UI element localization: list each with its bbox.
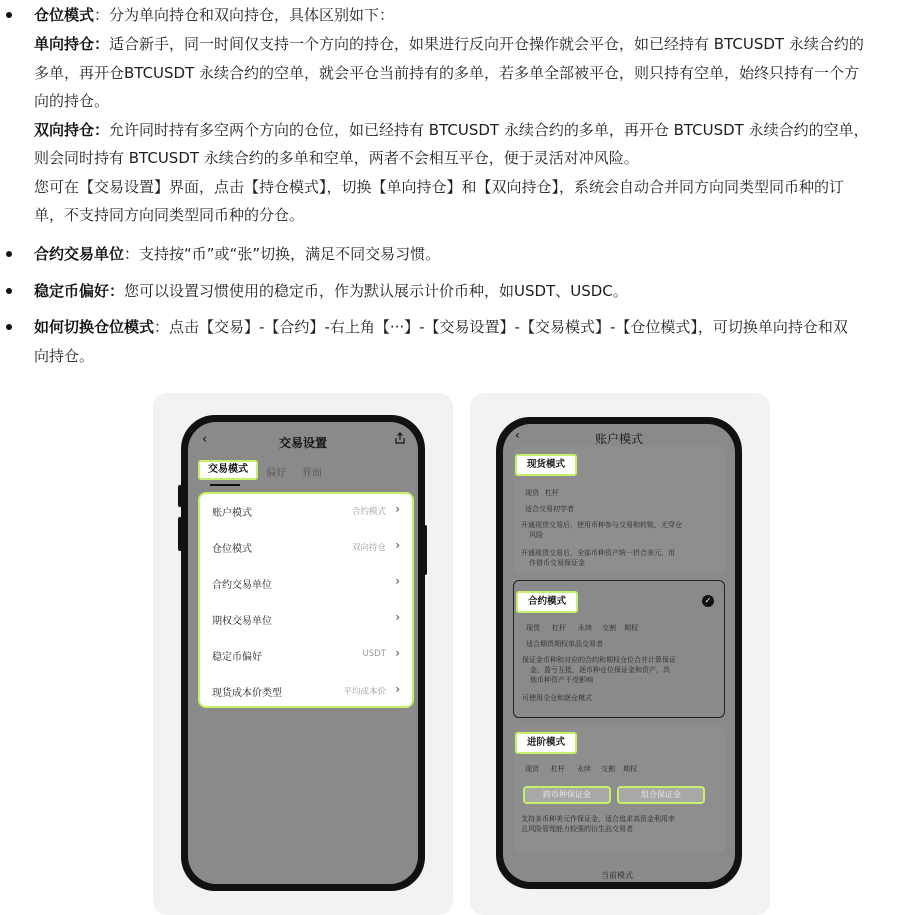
tag: 杠杆	[552, 624, 566, 632]
term-one-way: 单向持仓：	[34, 35, 110, 53]
tag: 现货	[525, 765, 539, 773]
chevron-right-icon: ›	[395, 502, 400, 516]
chevron-right-icon: ›	[395, 646, 400, 660]
one-way-line-2: 多单，再开仓BTCUSDT 永续合约的空单，就会平仓当前持有的多单，若多单全部被平仓，则只持有空单，始终只持有一个方	[34, 63, 860, 82]
chevron-right-icon: ›	[395, 574, 400, 588]
hedge-line-2: 则会同时持有 BTCUSDT 永续合约的多单和空单，两者不会相互平仓，便于灵活对冲风险。	[34, 149, 639, 167]
setting-position-mode[interactable]	[200, 530, 412, 566]
setting-spot-cost-type[interactable]	[200, 674, 412, 710]
bullet-unit	[0, 240, 904, 269]
tag: 现货	[526, 624, 540, 632]
text-unit: ：支持按“币”或“张”切换，满足不同交易习惯。	[124, 245, 441, 263]
tag: 杠杆	[545, 489, 559, 497]
term-hedge: 双向持仓：	[34, 120, 110, 139]
advanced-mode-label: 进阶模式	[515, 732, 577, 754]
panel-bullet: 开通现货交易后，全部币种资产统一折合美元，用	[521, 549, 675, 557]
text-stablecoin: 您可以设置习惯使用的稳定币，作为默认展示计价币种，如USDT、USDC。	[124, 282, 628, 300]
term-switch: 如何切换仓位模式	[34, 318, 155, 336]
term-position-mode: 仓位模式	[34, 6, 95, 24]
one-way-line-3: 向的持仓。	[34, 92, 110, 110]
panel-bullet: 风险	[529, 531, 543, 539]
trading-settings-screen	[188, 422, 418, 884]
futures-mode-label: 合约模式	[516, 591, 578, 613]
setting-stablecoin[interactable]	[200, 638, 412, 674]
setting-label: 稳定币偏好	[212, 652, 262, 663]
tag: 期权	[624, 624, 638, 632]
hedge-line-1: 允许同时持有多空两个方向的仓位，如已经持有 BTCUSDT 永续合约的多单，再开仓 BTCUSDT 永续合约的空单，	[109, 120, 869, 139]
settings-note-line-1: 您可在【交易设置】界面，点击【持仓模式】，切换【单向持仓】和【双向持仓】，系统会自动合并同方向同类型同币种的订	[34, 177, 845, 196]
advanced-mode-panel[interactable]	[513, 726, 725, 852]
screen-title: 账户模式	[594, 432, 643, 446]
phone-frame	[496, 417, 742, 889]
bullet-stablecoin	[0, 277, 904, 306]
tab-trading-mode[interactable]: 交易模式	[198, 460, 258, 480]
share-icon[interactable]	[394, 432, 406, 444]
setting-label: 仓位模式	[212, 544, 252, 555]
tag: 现货	[525, 489, 539, 497]
panel-desc: 适合交易初学者	[525, 505, 574, 513]
setting-account-mode[interactable]	[200, 494, 412, 530]
setting-futures-unit[interactable]	[200, 566, 412, 602]
switch-line-2: 向持仓。	[34, 346, 95, 365]
tag: 交割	[602, 624, 616, 632]
phone-frame	[181, 415, 425, 891]
tab-underline	[210, 484, 240, 486]
panel-bullet: 他币种资产不受影响	[530, 676, 593, 684]
futures-mode-panel[interactable]	[513, 580, 725, 718]
tag: 永续	[577, 765, 591, 773]
panel-bullet: 金，盈亏互抵，逐币种仓位保证金和资产，具	[530, 666, 670, 674]
one-way-line-1: 适合新手，同一时间仅支持一个方向的持仓，如果进行反向开仓操作就会平仓，如已经持有 BTCUSDT 永续合约的	[109, 35, 864, 53]
term-unit: 合约交易单位	[34, 245, 125, 263]
chevron-left-icon[interactable]: ‹	[202, 432, 208, 447]
setting-label: 合约交易单位	[212, 580, 272, 591]
left-screenshot-card	[153, 393, 453, 915]
bullet-dot	[6, 324, 12, 330]
setting-value: 双向持仓	[351, 543, 386, 553]
setting-label: 现货成本价类型	[212, 688, 282, 699]
portfolio-margin-button[interactable]: 组合保证金	[617, 786, 705, 804]
settings-list	[198, 492, 414, 708]
tag: 永续	[578, 624, 592, 632]
setting-value: 平均成本价	[343, 687, 386, 697]
setting-value: 合约模式	[351, 507, 386, 517]
spot-mode-label: 现货模式	[515, 454, 577, 476]
spot-mode-panel[interactable]	[513, 446, 725, 574]
tab-interface[interactable]: 界面	[302, 468, 322, 479]
bullet-dot	[6, 251, 12, 257]
cross-margin-button[interactable]: 跨币种保证金	[523, 786, 611, 804]
panel-bullet: 作借币交易保证金	[529, 559, 585, 567]
current-mode-label: 当前模式	[601, 871, 633, 880]
bullet-switch	[0, 313, 904, 370]
setting-label: 账户模式	[212, 508, 252, 519]
chevron-right-icon: ›	[395, 538, 400, 552]
panel-desc: 且风险管理能力较强的衍生品交易者	[521, 825, 633, 833]
panel-desc: 支持多币种美元作保证金，适合追求高资金利用率	[521, 815, 675, 823]
tag: 期权	[623, 765, 637, 773]
tag: 交割	[601, 765, 615, 773]
term-stablecoin: 稳定币偏好：	[34, 282, 125, 300]
setting-options-unit[interactable]	[200, 602, 412, 638]
settings-note-line-2: 单，不支持同方向同类型同币种的分仓。	[34, 206, 305, 224]
setting-label: 期权交易单位	[212, 616, 272, 627]
setting-value: USDT	[362, 649, 386, 659]
chevron-left-icon[interactable]: ‹	[515, 428, 520, 442]
chevron-right-icon: ›	[395, 682, 400, 696]
text-position-mode: ：分为单向持仓和双向持仓，具体区别如下：	[94, 6, 395, 24]
check-icon: ✓	[702, 595, 714, 607]
panel-desc: 适合期货期权单品交易者	[526, 640, 603, 648]
panel-bullet: 保证金币种和对应的合约和期权仓位合并计算保证	[522, 656, 676, 664]
bullet-dot	[6, 12, 12, 18]
screen-title: 交易设置	[278, 436, 327, 450]
chevron-right-icon: ›	[395, 610, 400, 624]
tag: 杠杆	[551, 765, 565, 773]
panel-bullet: 开通现货交易后，使用币种参与交易和转账，无穿仓	[521, 521, 682, 529]
tab-preferences[interactable]: 偏好	[266, 468, 286, 479]
switch-line-1: ：点击【交易】-【合约】-右上角【···】-【交易设置】-【交易模式】-【仓位模式】，可切换单向持仓和双	[154, 318, 848, 336]
right-screenshot-card	[470, 393, 770, 915]
bullet-position-mode	[0, 1, 904, 30]
panel-bullet: 可使用全仓和逐仓模式	[522, 694, 592, 702]
one-way-paragraph	[0, 30, 904, 230]
bullet-dot	[6, 288, 12, 294]
account-mode-screen	[503, 424, 735, 882]
